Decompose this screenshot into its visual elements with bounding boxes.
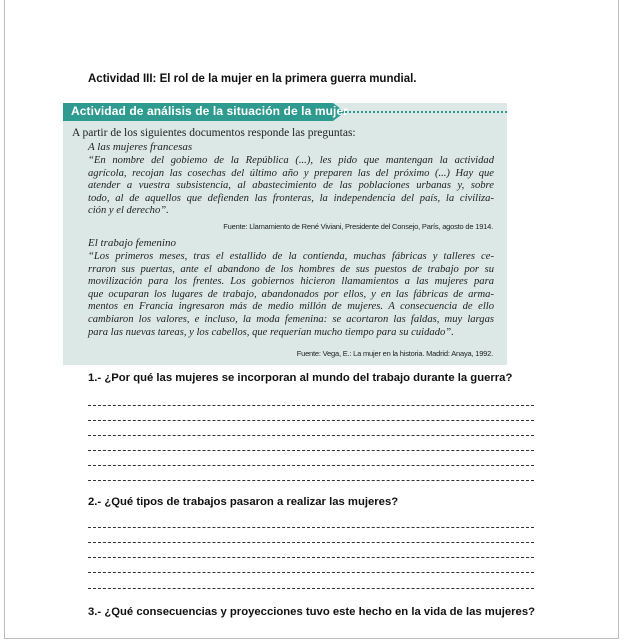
quote-line: todo, al de aquellos que defienden las fronteras, la independencia del país, la civiliza- — [88, 192, 494, 204]
question-2: 2.- ¿Qué tipos de trabajos pasaron a realizar las mujeres? — [88, 496, 399, 508]
answer-line[interactable] — [88, 557, 534, 558]
quote-line: cambiaron los valores, e incluso, la moda femenina: se acortaron las faldas, muy largas — [88, 313, 494, 325]
quote-line: que ocuparan los lugares de trabajo, abandonados por ellos, y en las fábricas de arma- — [88, 288, 494, 300]
quote-line: ción y el derecho”. — [88, 205, 169, 217]
quote-line: “Los primeros meses, tras el estallido de la contienda, muchas fábricas y talleres ce- — [88, 251, 494, 262]
quote-line: mentos en Francia ingresaron más de medio millón de mujeres. A consecuencia de ello — [88, 301, 494, 313]
answer-line[interactable] — [88, 405, 534, 406]
question-3: 3.- ¿Qué consecuencias y proyecciones tuvo este hecho en la vida de las mujeres? — [88, 606, 536, 618]
question-1: 1.- ¿Por qué las mujeres se incorporan al mundo del trabajo durante la guerra? — [88, 372, 513, 384]
answer-line[interactable] — [88, 542, 534, 543]
answer-line[interactable] — [88, 588, 534, 589]
banner-dotted-rule — [345, 111, 507, 113]
quote-line: movilización para los frentes. Los gobiernos hicieron llamamientos a las mujeres para — [88, 276, 494, 288]
quote-line: “En nombre del gobiemo de la República (...), les pido que mantengan la actividad — [88, 155, 494, 166]
quote-line: agrícola, recojan las cosechas del último año y preparen las del próximo (...) Hay que — [88, 167, 494, 179]
document-source: Fuente: Vega, E.: La mujer en la historia. Madrid: Anaya, 1992. — [296, 349, 493, 358]
document-heading: A las mujeres francesas — [88, 141, 193, 153]
activity-banner — [63, 103, 348, 121]
answer-line[interactable] — [88, 572, 534, 573]
document-quote — [88, 155, 494, 218]
answer-line[interactable] — [88, 465, 534, 466]
quote-line: rraron sus puertas, ante el abandono de los hombres de sus puestos de trabajo por su — [88, 263, 494, 275]
quote-line: atender a vuestra subsistencia, al abastecimiento de las poblaciones urbanas y, sobre — [88, 180, 494, 192]
instructions: A partir de los siguientes documentos responde las preguntas: — [72, 127, 356, 139]
document-heading: El trabajo femenino — [88, 237, 176, 249]
answer-line[interactable] — [88, 480, 534, 481]
answer-line[interactable] — [88, 450, 534, 451]
answer-line[interactable] — [88, 527, 534, 528]
document-quote — [88, 251, 494, 339]
answer-line[interactable] — [88, 435, 534, 436]
banner-label: Actividad de análisis de la situación de la mujer — [71, 104, 348, 118]
activity-title: Actividad III: El rol de la mujer en la primera guerra mundial. — [88, 73, 417, 85]
answer-line[interactable] — [88, 420, 534, 421]
quote-line: para las nuevas tareas, y los cabellos, que requerían mucho tiempo para su cuidado”. — [88, 326, 454, 338]
document-source: Fuente: Llamamiento de René Viviani, Presidente del Consejo, París, agosto de 1914. — [223, 222, 493, 231]
